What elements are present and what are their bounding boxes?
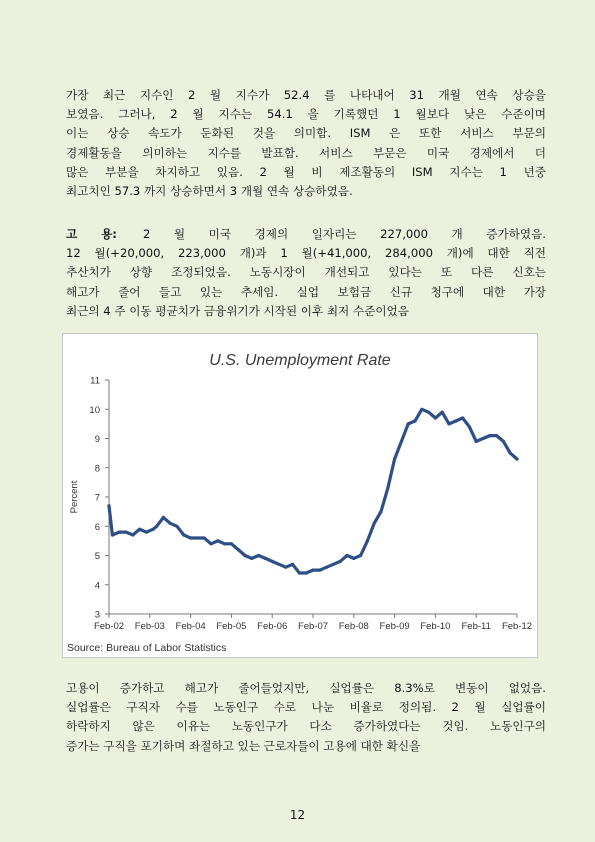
data-point — [223, 542, 226, 545]
x-tick-label: Feb-02 — [93, 621, 125, 632]
data-point — [284, 566, 287, 569]
paragraph2-line — [66, 225, 546, 244]
paragraph1-line: 경제활동을 의미하는 지수를 발표함. 서비스 부문은 미국 경제에서 더 — [66, 145, 546, 160]
data-point — [359, 554, 362, 557]
data-point — [155, 525, 158, 528]
paragraph1-line: 이는 상승 속도가 둔화된 것을 의미함. ISM 은 또한 서비스 부문의 — [66, 126, 546, 141]
y-tick-label: 3 — [94, 609, 100, 621]
data-point — [515, 457, 518, 460]
x-tick-label: Feb-03 — [134, 621, 165, 632]
data-point — [298, 571, 301, 574]
employment-term: 고 용: — [66, 227, 117, 241]
data-point — [124, 531, 127, 534]
paragraph2-line: 추산치가 상향 조정되었음. 노동시장이 개선되고 있다는 또 다른 신호는 — [66, 265, 546, 280]
data-point — [502, 440, 505, 443]
paragraph1-line: 많은 부분을 차지하고 있음. 2 월 비 제조활동의 ISM 지수는 1 년중 — [66, 164, 546, 179]
data-point — [386, 487, 389, 490]
x-tick-label: Feb-06 — [257, 621, 288, 632]
data-point — [243, 554, 246, 557]
x-tick-label: Feb-08 — [338, 621, 369, 632]
data-point — [495, 434, 498, 437]
data-point — [447, 422, 450, 425]
data-point — [203, 536, 206, 539]
paragraph2-line: 최근의 4 주 이동 평균치가 금융위기가 시작된 이후 최저 수준이었음 — [66, 303, 409, 318]
data-point — [509, 452, 512, 455]
paragraph3-line: 하락하지 않은 이유는 노동인구가 다소 증가하였다는 것임. 노동인구의 — [66, 719, 546, 734]
x-tick-label: Feb-07 — [297, 621, 329, 632]
paragraph3-line: 고용이 증가하고 해고가 줄어들었지만, 실업률은 8.3%로 변동이 없었음. — [66, 681, 546, 695]
data-point — [305, 571, 308, 574]
y-tick-label: 8 — [94, 463, 100, 475]
paragraph-unemployment-rate — [66, 679, 546, 756]
data-point — [189, 536, 192, 539]
y-tick-label: 7 — [94, 492, 100, 504]
paragraph2-first-text: 2 월 미국 경제의 일자리는 227,000 개 증가하였음. — [142, 227, 546, 241]
data-point — [107, 504, 110, 507]
data-point — [209, 542, 212, 545]
data-point — [441, 411, 444, 414]
paragraph2-line: 해고가 줄어 들고 있는 추세임. 실업 보험금 신규 청구에 대한 가장 — [66, 284, 546, 299]
chart-source: Source: Bureau of Labor Statistics — [67, 642, 227, 654]
data-point — [271, 560, 274, 563]
data-point — [118, 531, 121, 534]
data-point — [237, 548, 240, 551]
data-point — [175, 525, 178, 528]
y-tick-label: 10 — [89, 404, 100, 416]
y-tick-label: 11 — [90, 375, 100, 387]
y-axis-label: Percent — [69, 480, 80, 514]
data-point — [325, 566, 328, 569]
data-point — [182, 533, 185, 536]
x-tick-label: Feb-09 — [379, 621, 410, 632]
data-point — [461, 416, 464, 419]
data-point — [111, 533, 114, 536]
paragraph2-line: 12 월(+20,000, 223,000 개)과 1 월(+41,000, 284,000 개)에 대한 직전 — [66, 246, 546, 261]
data-point — [152, 528, 155, 531]
data-point — [138, 528, 141, 531]
y-tick-label: 9 — [94, 434, 100, 445]
data-point — [468, 425, 471, 428]
data-point — [400, 440, 403, 443]
y-tick-label: 6 — [94, 521, 100, 533]
data-point — [162, 516, 165, 519]
data-point — [332, 563, 335, 566]
data-point — [169, 522, 172, 525]
data-point — [196, 536, 199, 539]
data-point — [291, 563, 294, 566]
paragraph3-line: 실업률은 구직자 수를 노동인구 수로 나눈 비율로 정의됨. 2 월 실업률이 — [66, 700, 546, 715]
paragraph-employment — [66, 225, 546, 321]
data-point — [379, 510, 382, 513]
data-point — [277, 563, 280, 566]
data-point — [413, 419, 416, 422]
data-point — [230, 542, 233, 545]
data-point — [475, 440, 478, 443]
data-point — [318, 569, 321, 572]
paragraph-manufacturing — [66, 86, 546, 201]
data-point — [373, 522, 376, 525]
x-tick-label: Feb-12 — [501, 621, 533, 632]
data-point — [264, 557, 267, 560]
data-point — [420, 408, 423, 411]
data-point — [366, 539, 369, 542]
data-point — [454, 419, 457, 422]
unemployment-chart — [62, 333, 538, 658]
data-point — [257, 554, 260, 557]
paragraph1-line: 최고치인 57.3 까지 상승하면서 3 개월 연속 상승하였음. — [66, 184, 353, 199]
x-tick-label: Feb-04 — [175, 621, 206, 632]
data-point — [311, 569, 314, 572]
data-point — [434, 416, 437, 419]
x-tick-label: Feb-05 — [216, 621, 247, 632]
chart-svg — [63, 334, 537, 657]
data-point — [131, 533, 134, 536]
y-tick-label: 4 — [94, 580, 100, 592]
paragraph1-line: 보였음. 그러나, 2 월 지수는 54.1 을 기록했던 1 월보다 낮은 수준이며 — [66, 107, 546, 122]
x-tick-label: Feb-10 — [420, 621, 451, 632]
data-point — [216, 539, 219, 542]
data-point — [427, 411, 430, 414]
data-point — [145, 531, 148, 534]
page-number: 12 — [289, 808, 306, 822]
unemployment-series-line — [109, 409, 517, 573]
paragraph1-line: 가장 최근 지수인 2 월 지수가 52.4 를 나타내어 31 개월 연속 상승을 — [66, 88, 546, 102]
data-point — [339, 560, 342, 563]
data-point — [352, 557, 355, 560]
data-point — [488, 434, 491, 437]
paragraph3-line: 증가는 구직을 포기하며 좌절하고 있는 근로자들이 고용에 대한 확신을 — [66, 738, 421, 753]
x-tick-label: Feb-11 — [461, 621, 491, 632]
chart-title: U.S. Unemployment Rate — [209, 352, 391, 369]
y-tick-label: 5 — [94, 551, 100, 562]
data-point — [481, 437, 484, 440]
data-point — [407, 422, 410, 425]
data-point — [250, 557, 253, 560]
data-point — [345, 554, 348, 557]
data-point — [393, 457, 396, 460]
